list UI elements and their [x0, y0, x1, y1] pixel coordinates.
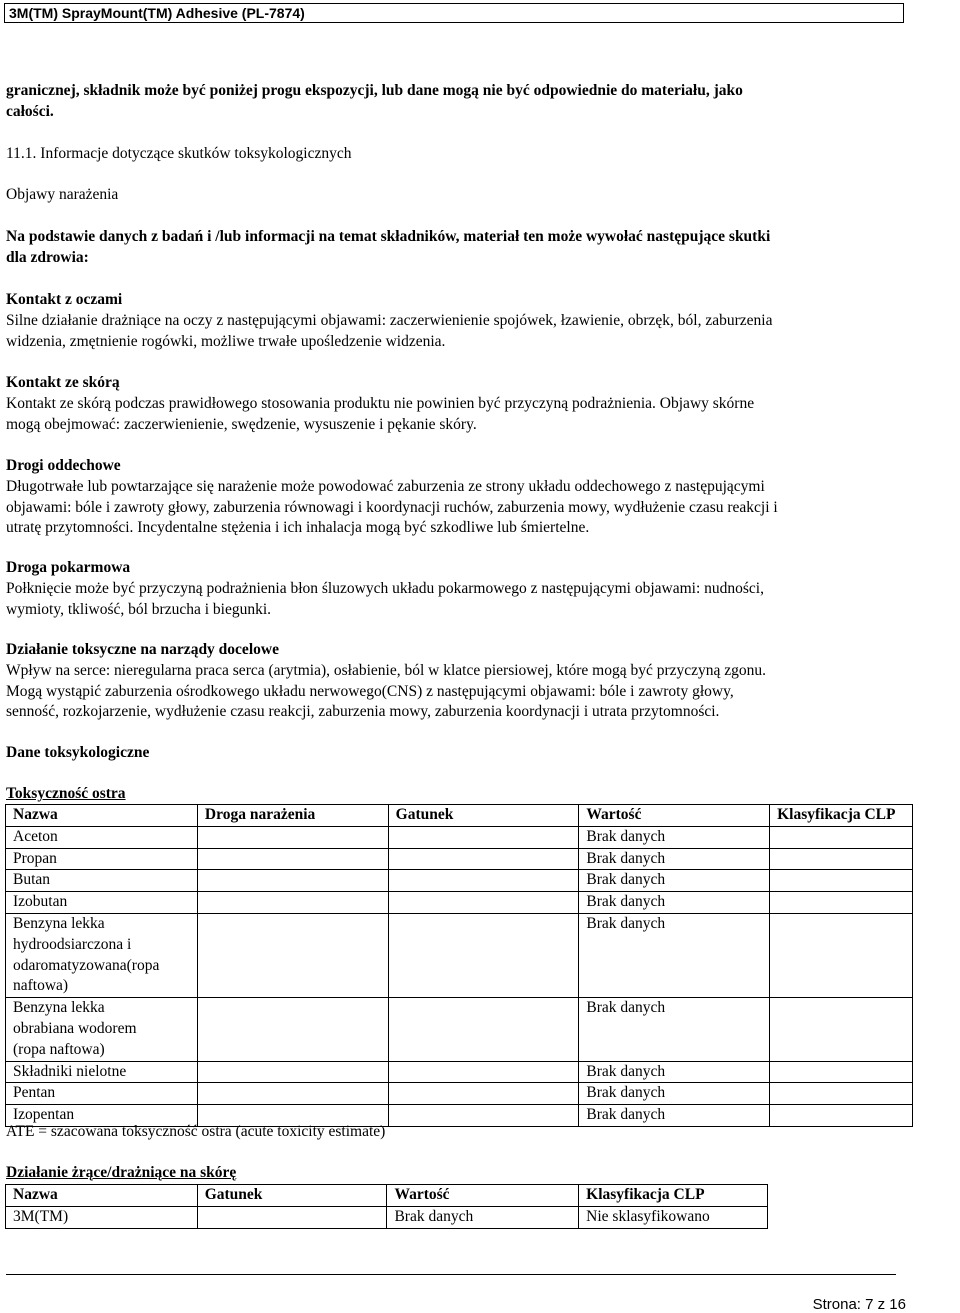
- table-cell: Aceton: [6, 826, 198, 848]
- column-header: Wartość: [579, 805, 770, 827]
- table-cell: 3M(TM): [6, 1206, 198, 1228]
- table-cell: [197, 826, 388, 848]
- effect-block: [6, 640, 906, 723]
- column-header: Droga narażenia: [197, 805, 388, 827]
- effect-line: mogą obejmować: zaczerwienienie, swędzenie, wysuszenie i pękanie skóry.: [6, 415, 477, 433]
- table-cell: [388, 1061, 579, 1083]
- table-cell: Brak danych: [579, 1061, 770, 1083]
- effect-line: Połknięcie może być przyczyną podrażnienia błon śluzowych układu pokarmowego z następującymi objawami: nudności,: [6, 579, 764, 597]
- effect-block: [6, 373, 906, 435]
- table-cell: Brak danych: [579, 892, 770, 914]
- ate-note: ATE = szacowana toksyczność ostra (acute toxicity estimate): [6, 1123, 386, 1140]
- document-header: [4, 3, 904, 23]
- table-cell: Propan: [6, 848, 198, 870]
- table-cell: [197, 1083, 388, 1105]
- table-cell: Nie sklasyfikowano: [579, 1206, 768, 1228]
- column-header: Wartość: [387, 1185, 579, 1207]
- section-heading: 11.1. Informacje dotyczące skutków toksykologicznych: [6, 145, 352, 162]
- table-cell: [197, 892, 388, 914]
- table-cell: [388, 892, 579, 914]
- document-title: 3M(TM) SprayMount(TM) Adhesive (PL-7874): [9, 5, 305, 21]
- table-cell: [388, 870, 579, 892]
- table-row: [6, 826, 913, 848]
- table-cell: Benzyna lekka obrabiana wodorem (ropa naftowa): [6, 998, 198, 1061]
- table-cell: Brak danych: [579, 913, 770, 997]
- effect-line: widzenia, zmętnienie rogówki, możliwe trwałe upośledzenie widzenia.: [6, 332, 446, 350]
- effect-title: Droga pokarmowa: [6, 559, 131, 576]
- table-row: [6, 913, 913, 997]
- table-cell: Brak danych: [579, 1083, 770, 1105]
- intro-line: całości.: [6, 102, 54, 120]
- basis-line: dla zdrowia:: [6, 248, 89, 266]
- footer-rule: [6, 1274, 896, 1275]
- effect-line: Silne działanie drażniące na oczy z następującymi objawami: zaczerwienienie spojówek, łzawienie, obrzęk, ból, zaburzenia: [6, 311, 773, 329]
- table-cell: [770, 870, 913, 892]
- effect-line: senność, rozkojarzenie, wydłużenie czasu reakcji, zaburzenia mowy, zaburzenia koordynacji i utrata przytomności.: [6, 703, 720, 721]
- table-row: [6, 892, 913, 914]
- table-row: [6, 870, 913, 892]
- effect-line: Kontakt ze skórą podczas prawidłowego stosowania produktu nie powinien być przyczyną podrażnienia. Objawy skórne: [6, 394, 755, 412]
- table-cell: Pentan: [6, 1083, 198, 1105]
- table-cell: Butan: [6, 870, 198, 892]
- table-cell: [770, 913, 913, 997]
- table-cell: [197, 848, 388, 870]
- table-cell: [388, 848, 579, 870]
- table-cell: Brak danych: [579, 870, 770, 892]
- acute-toxicity-table: [5, 804, 913, 1127]
- effect-title: Kontakt z oczami: [6, 291, 123, 308]
- effect-line: wymioty, tkliwość, ból brzucha i biegunki.: [6, 600, 272, 618]
- table-cell: [770, 1061, 913, 1083]
- column-header: Klasyfikacja CLP: [579, 1185, 768, 1207]
- table-row: [6, 998, 913, 1061]
- effect-block: [6, 290, 906, 352]
- effect-line: utratę przytomności. Incydentalne stężenia i ich inhalacja mogą być szkodliwe lub śmiertelne.: [6, 519, 590, 537]
- table-cell: Brak danych: [579, 998, 770, 1061]
- table-cell: [197, 913, 388, 997]
- table-cell: Benzyna lekka hydroodsiarczona i odaromatyzowana(ropa naftowa): [6, 913, 198, 997]
- table-cell: Brak danych: [579, 848, 770, 870]
- table-cell: [388, 998, 579, 1061]
- page-number: Strona: 7 z 16: [812, 1296, 906, 1313]
- table-row: [6, 1083, 913, 1105]
- table-cell: [197, 1061, 388, 1083]
- column-header: Gatunek: [388, 805, 579, 827]
- effect-block: [6, 558, 906, 620]
- table-row: [6, 1206, 768, 1228]
- effect-line: Długotrwałe lub powtarzające się narażenie może powodować zaburzenia ze strony układu oddechowego z następującymi: [6, 477, 765, 495]
- table-header-row: [6, 1185, 768, 1207]
- table-cell: [197, 870, 388, 892]
- intro-line: granicznej, składnik może być poniżej progu ekspozycji, lub dane mogą nie być odpowiednie do materiału, jako: [6, 82, 743, 99]
- acute-heading: Toksyczność ostra: [6, 785, 126, 802]
- table-cell: [197, 1206, 387, 1228]
- effect-line: Mogą wystąpić zaburzenia ośrodkowego układu nerwowego(CNS) z następującymi objawami: bóle i zawroty głowy,: [6, 682, 734, 700]
- skin-heading: Działanie żrące/drażniące na skórę: [6, 1164, 237, 1181]
- basis-line: Na podstawie danych z badań i /lub informacji na temat składników, materiał ten może wywołać następujące skutki: [6, 228, 771, 245]
- table-cell: [388, 913, 579, 997]
- table-cell: Izobutan: [6, 892, 198, 914]
- column-header: Klasyfikacja CLP: [770, 805, 913, 827]
- effect-line: Wpływ na serce: nieregularna praca serca (arytmia), osłabienie, ból w klatce piersiowej, które mogą być przyczyną zgonu.: [6, 661, 767, 679]
- effect-title: Działanie toksyczne na narządy docelowe: [6, 641, 279, 658]
- table-cell: Składniki nielotne: [6, 1061, 198, 1083]
- column-header: Gatunek: [197, 1185, 387, 1207]
- effect-title: Kontakt ze skórą: [6, 374, 120, 391]
- table-cell: Brak danych: [579, 826, 770, 848]
- table-cell: [770, 1083, 913, 1105]
- table-cell: [197, 998, 388, 1061]
- intro-paragraph: [6, 81, 906, 123]
- column-header: Nazwa: [6, 805, 198, 827]
- table-cell: [770, 998, 913, 1061]
- table-row: [6, 1061, 913, 1083]
- column-header: Nazwa: [6, 1185, 198, 1207]
- table-cell: [770, 848, 913, 870]
- table-cell: [388, 1083, 579, 1105]
- basis-paragraph: [6, 227, 906, 269]
- skin-irritation-table: [5, 1184, 768, 1229]
- symptoms-heading: Objawy narażenia: [6, 186, 119, 203]
- effect-block: [6, 456, 906, 539]
- table-cell: Brak danych: [387, 1206, 579, 1228]
- tox-data-heading: Dane toksykologiczne: [6, 744, 150, 761]
- table-cell: [388, 826, 579, 848]
- table-cell: Izopentan: [6, 1105, 198, 1127]
- table-cell: [770, 892, 913, 914]
- effect-line: objawami: bóle i zawroty głowy, zaburzenia równowagi i koordynacji ruchów, zaburzenia mowy, wydłużenie czasu reakcji i: [6, 498, 778, 516]
- table-header-row: [6, 805, 913, 827]
- table-cell: [770, 826, 913, 848]
- effect-title: Drogi oddechowe: [6, 457, 121, 474]
- table-cell: Brak danych: [579, 1105, 770, 1127]
- table-row: [6, 848, 913, 870]
